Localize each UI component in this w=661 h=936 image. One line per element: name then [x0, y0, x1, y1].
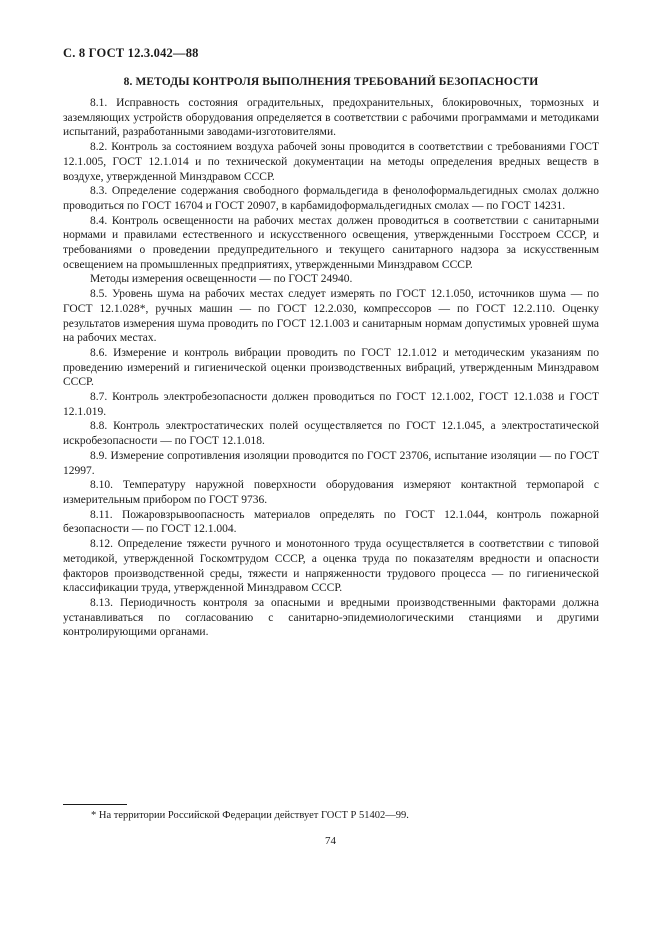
paragraph-8-2: 8.2. Контроль за состоянием воздуха рабочей зоны проводится в соответствии с требованиями ГОСТ 12.1.005, ГОСТ 12.1.014 и по технической документации на методы определения вредных веществ в воздухе, утвержденной Минздравом СССР. [63, 141, 599, 183]
section-title: 8. МЕТОДЫ КОНТРОЛЯ ВЫПОЛНЕНИЯ ТРЕБОВАНИЙ БЕЗОПАСНОСТИ [123, 76, 539, 88]
footnote: * На территории Российской Федерации действует ГОСТ Р 51402—99. [91, 810, 409, 821]
paragraph-8-10: 8.10. Температуру наружной поверхности оборудования измеряют контактной термопарой с измерительным прибором по ГОСТ 9736. [63, 479, 599, 506]
paragraph-8-1: 8.1. Исправность состояния оградительных, предохранительных, блокировочных, тормозных и заземляющих устройств оборудования определяется в соответствии с рабочими программами и методиками испытаний, разработанными заводами-изготовителями. [63, 97, 599, 139]
paragraph-8-6: 8.6. Измерение и контроль вибрации проводить по ГОСТ 12.1.012 и методическим указаниям по проведению измерений и гигиенической оценки производственных вибраций, утвержденным Минздравом СССР. [63, 346, 599, 389]
paragraph-8-11: 8.11. Пожаровзрывоопасность материалов определять по ГОСТ 12.1.044, контроль пожарной безопасности — по ГОСТ 12.1.004. [63, 508, 599, 536]
section-body [63, 96, 599, 640]
page-header: С. 8 ГОСТ 12.3.042—88 [63, 46, 199, 60]
paragraph-8-3: 8.3. Определение содержания свободного формальдегида в фенолоформальдегидных смолах должно проводиться по ГОСТ 16704 и ГОСТ 20907, в карбамидоформальдегидных смолах — по ГОСТ 14231. [63, 185, 599, 212]
paragraph-8-13: 8.13. Периодичность контроля за опасными и вредными производственными факторами должна устанавливаться по согласованию с санитарно-эпидемиологическими станциями и другими контролирующими органами. [63, 596, 599, 639]
paragraph-8-5: 8.5. Уровень шума на рабочих местах следует измерять по ГОСТ 12.1.050, источников шума — по ГОСТ 12.1.028*, ручных машин — по ГОСТ 12.2.030, компрессоров — по ГОСТ 12.2.110. Оценку результатов измерения шума проводить по ГОСТ 12.1.003 и санитарным нормам допустимых уровней шума на рабочих местах. [63, 288, 599, 345]
paragraph-8-9: 8.9. Измерение сопротивления изоляции проводится по ГОСТ 23706, испытание изоляции — по ГОСТ 12997. [63, 449, 599, 477]
paragraph-8-12: 8.12. Определение тяжести ручного и монотонного труда осуществляется в соответствии с типовой методикой, утвержденной Госкомтрудом СССР, а оценка труда по показателям вредности и опасности факторов производственной среды, тяжести и напряженности трудового процесса — по гигиенической классификации труда, утвержденной Минздравом СССР. [63, 538, 599, 595]
page-number: 74 [325, 835, 336, 847]
paragraph-8-4: 8.4. Контроль освещенности на рабочих местах должен проводиться в соответствии с санитарными нормами и правилами естественного и искусственного освещения, утвержденными Госстроем СССР, и требованиями о проведении предупредительного и текущего санитарного надзора за искусственным освещением на промышленных предприятиях, утвержденными Минздравом СССР. [63, 214, 599, 271]
paragraph-8-8: 8.8. Контроль электростатических полей осуществляется по ГОСТ 12.1.045, а электростатической искробезопасности — по ГОСТ 12.1.018. [63, 420, 599, 448]
paragraph-8-7: 8.7. Контроль электробезопасности должен проводиться по ГОСТ 12.1.002, ГОСТ 12.1.038 и ГОСТ 12.1.019. [63, 391, 599, 418]
paragraph-8-4-methods: Методы измерения освещенности — по ГОСТ 24940. [90, 273, 353, 286]
footnote-divider [63, 804, 127, 805]
